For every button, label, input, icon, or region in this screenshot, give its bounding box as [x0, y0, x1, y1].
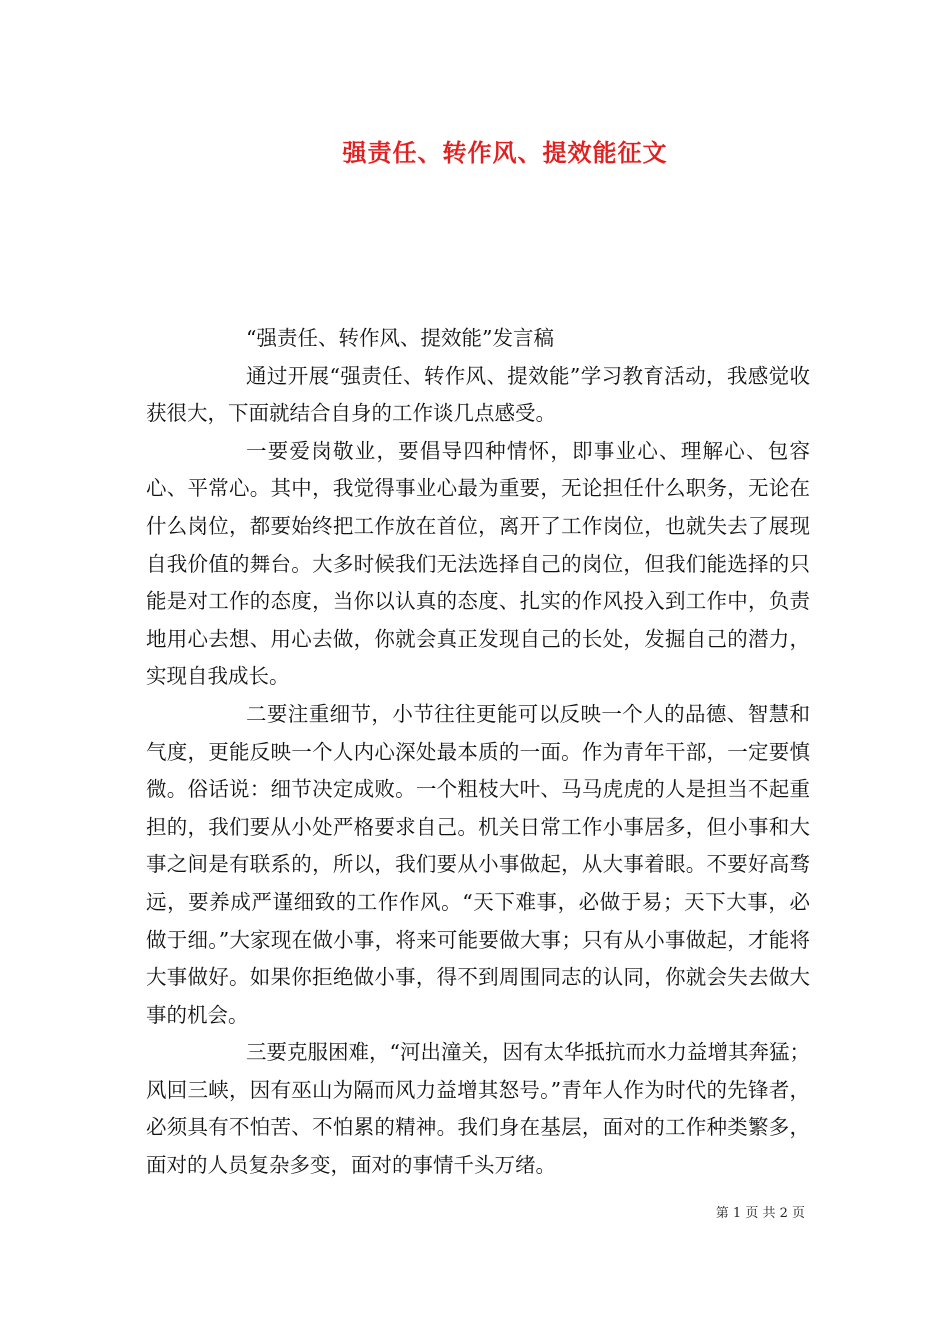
- paragraph-point-one: 一要爱岗敬业，要倡导四种情怀，即事业心、理解心、包容心、平常心。其中，我觉得事业心最为重要，无论担任什么职务，无论在什么岗位，都要始终把工作放在首位，离开了工作岗位，也就失去了展现自我价值的舞台。大多时候我们无法选择自己的岗位，但我们能选择的只能是对工作的态度，当你以认真的态度、扎实的作风投入到工作中，负责地用心去想、用心去做，你就会真正发现自己的长处，发掘自己的潜力，实现自我成长。: [146, 438, 810, 689]
- speech-heading: “强责任、转作风、提效能”发言稿: [246, 326, 554, 350]
- document-body: [146, 320, 810, 1185]
- paragraph-point-two: 二要注重细节，小节往往更能可以反映一个人的品德、智慧和气度，更能反映一个人内心深处最本质的一面。作为青年干部，一定要慎微。俗话说：细节决定成败。一个粗枝大叶、马马虎虎的人是担当不起重担的，我们要从小处严格要求自己。机关日常工作小事居多，但小事和大事之间是有联系的，所以，我们要从小事做起，从大事着眼。不要好高骛远，要养成严谨细致的工作作风。“天下难事，必做于易；天下大事，必做于细。”大家现在做小事，将来可能要做大事；只有从小事做起，才能将大事做好。如果你拒绝做小事，得不到周围同志的认同，你就会失去做大事的机会。: [146, 701, 810, 1027]
- paragraph-point-three: 三要克服困难，“河出潼关，因有太华抵抗而水力益增其奔猛；风回三峡，因有巫山为隔而风力益增其怒号。”青年人作为时代的先锋者，必须具有不怕苦、不怕累的精神。我们身在基层，面对的工作种类繁多，面对的人员复杂多变，面对的事情千头万绪。: [146, 1040, 810, 1178]
- page-footer: 第 1 页 共 2 页: [715, 1206, 805, 1221]
- paragraph-intro: 通过开展“强责任、转作风、提效能”学习教育活动，我感觉收获很大，下面就结合自身的工作谈几点感受。: [146, 363, 810, 426]
- document-title: 强责任、转作风、提效能征文: [342, 138, 668, 167]
